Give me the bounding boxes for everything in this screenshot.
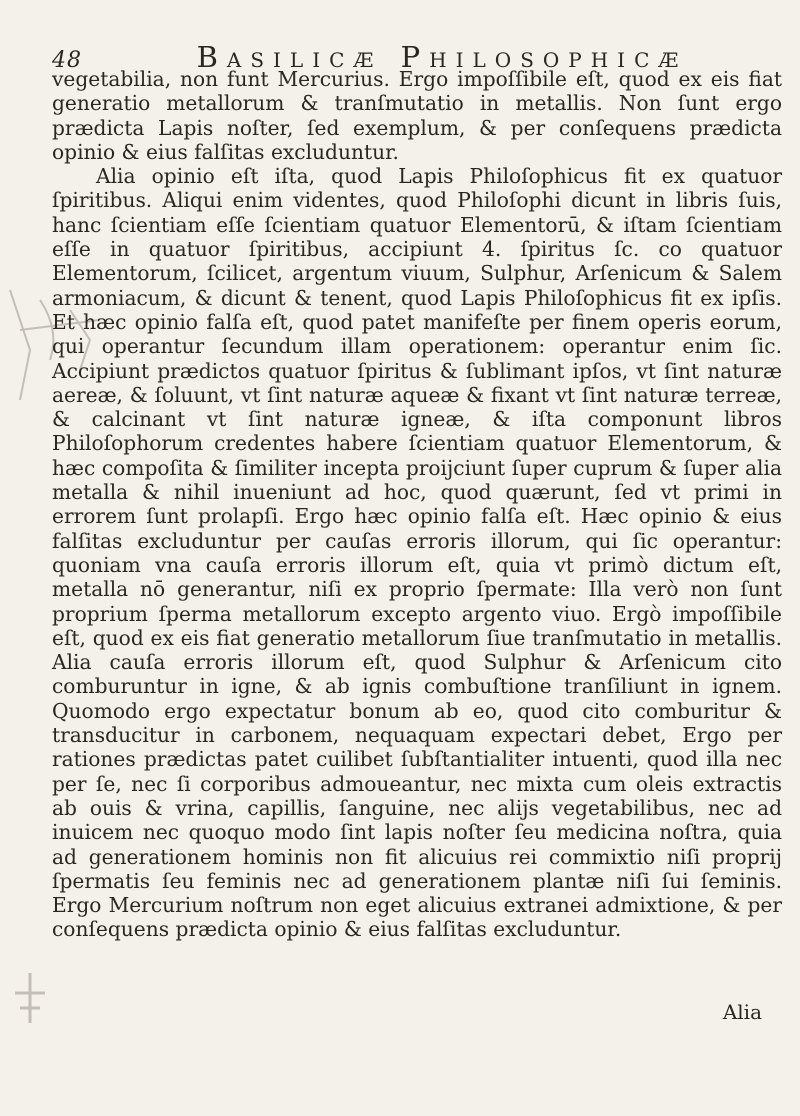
running-title: Basilicæ Philosophicæ [196, 40, 688, 74]
catchword: Alia [722, 1000, 762, 1024]
marginal-cross-icon [0, 968, 60, 1028]
body-text [52, 67, 782, 942]
paragraph-2: Alia opinio eſt iſta, quod Lapis Philoſophicus fit ex quatuor ſpiritibus. Aliqui enim videntes, quod Philoſophi dicunt in libris ſuis, hanc ſcientiam eſſe ſcientiam quatuor Elementorū, & iſtam ſcientiam eſſe in quatuor ſpiritibus, accipiunt 4. ſpiritus ſc. co quatuor Elementorum, ſcilicet, argentum viuum, Sulphur, Arſenicum & Salem armoniacum, & dicunt & tenent, quod Lapis Philoſophicus fit ex ipſis. Et hæc opinio falſa eſt, quod patet manifeſte per finem operis eorum, qui operantur ſecundum illam operationem: operantur enim ſic. Accipiunt prædictos quatuor ſpiritus & ſublimant ipſos, vt ſint naturæ aereæ, & ſoluunt, vt ſint naturæ aqueæ & fixant vt ſint naturæ terreæ, & calcinant vt ſint naturæ igneæ, & iſta componunt libros Philoſophorum credentes habere ſcientiam quatuor Elementorum, & hæc compoſita & ſimiliter incepta proijciunt ſuper cuprum & ſuper alia metalla & nihil inueniunt ad hoc, quod quærunt, ſed vt primi in errorem ſunt prolapſi. Ergo hæc opinio falſa eſt. Hæc opinio & eius falſitas excluduntur per cauſas erroris illorum, qui ſic operantur: quoniam vna cauſa erroris illorum eſt, quia vt primò dictum eſt, metalla nō generantur, niſi ex proprio ſpermate: Illa verò non ſunt proprium ſperma metallorum excepto argento viuo. Ergò impoſſibile eſt, quod ex eis fiat generatio metallorum ſiue tranſmutatio in metallis. Alia cauſa erroris illorum eſt, quod Sulphur & Arſenicum cito comburuntur in igne, & ab ignis combuſtione tranſiliunt in ignem. Quomodo ergo expectatur bonum ab eo, quod cito comburitur & transducitur in carbonem, nequaquam expectari debet, Ergo per rationes prædictas patet cuilibet ſubſtantialiter intuenti, quod illa nec per ſe, nec ſi corporibus admoueantur, nec mixta cum oleis extractis ab ouis & vrina, capillis, ſanguine, nec alijs vegetabilibus, nec ad inuicem nec quoquo modo ſint lapis noſter ſeu medicina noſtra, quia ad generationem hominis non fit alicuius rei commixtio niſi proprij ſpermatis ſeu feminis nec ad generationem plantæ niſi ſui ſeminis. Ergo Mercurium noſtrum non eget alicuius extranei admixtione, & per conſequens prædicta opinio & eius falſitas excluduntur. [52, 164, 782, 942]
page-number: 48 [52, 48, 82, 73]
paragraph-1: vegetabilia, non funt Mercurius. Ergo impoſſibile eſt, quod ex eis fiat generatio metallorum & tranſmutatio in metallis. Non ſunt ergo prædicta Lapis noſter, ſed exemplum, & per conſequens prædicta opinio & eius falſitas excluduntur. [52, 67, 782, 164]
